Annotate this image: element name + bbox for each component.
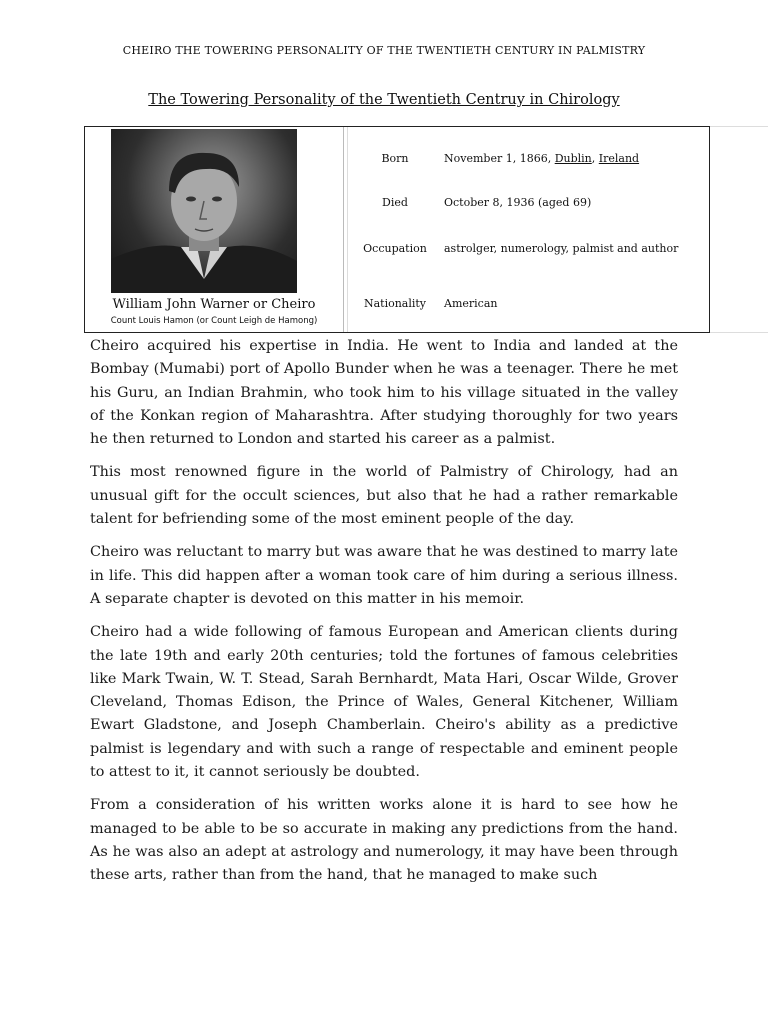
paragraph-2: This most renowned figure in the world of Palmistry of Chirology, had an unusual gift for the occult sciences, but also that he had a rather remarkable talent for befriending some of the most eminent people of the day.	[90, 464, 678, 528]
info-value-died: October 8, 1936 (aged 69)	[444, 196, 592, 209]
infobox	[84, 126, 710, 333]
running-header: CHEIRO THE TOWERING PERSONALITY OF THE TWENTIETH CENTURY IN PALMISTRY	[122, 44, 646, 57]
infobox-divider	[343, 127, 344, 332]
portrait-caption-name	[85, 297, 343, 312]
portrait-drawing	[111, 129, 297, 293]
info-label-nationality: Nationality	[363, 297, 427, 310]
document-title: The Towering Personality of the Twentieth Centruy in Chirology	[148, 92, 620, 108]
caption-name-alias: Cheiro	[271, 297, 316, 312]
info-label-died: Died	[382, 196, 408, 209]
paragraph-5: From a consideration of his written works alone it is hard to see how he managed to be able to be so accurate in making any predictions from the hand. As he was also an adept at astrology and numerology, it may have been through these arts, rather than from the hand, that he managed to make such	[90, 797, 678, 884]
info-value-occupation: astrolger, numerology, palmist and author	[444, 242, 679, 255]
info-value-nationality: American	[444, 297, 498, 310]
paragraph-4: Cheiro had a wide following of famous European and American clients during the late 19th and early 20th centuries; told the fortunes of famous celebrities like Mark Twain, W. T. Stead, Sarah Bernhardt, Mata Hari, Oscar Wilde, Grover Cleveland, Thomas Edison, the Prince of Wales, General Kitchener, William Ewart Gladstone, and Joseph Chamberlain. Cheiro's ability as a predictive palmist is legendary and with such a range of respectable and eminent people to attest to it, it cannot seriously be doubted.	[90, 624, 678, 781]
caption-name-or: or	[248, 297, 272, 312]
portrait-photo	[111, 129, 297, 293]
portrait-caption-alias: Count Louis Hamon (or Count Leigh de Hamong)	[110, 316, 318, 326]
infobox-right-edge	[710, 126, 768, 333]
born-separator: ,	[591, 152, 599, 165]
paragraph-3: Cheiro was reluctant to marry but was aware that he was destined to marry late in life. This did happen after a woman took care of him during a serious illness. A separate chapter is devoted on this matter in his memoir.	[90, 544, 678, 607]
born-date: November 1, 1866,	[444, 152, 555, 165]
link-ireland[interactable]: Ireland	[598, 152, 640, 165]
info-label-occupation: Occupation	[363, 242, 427, 255]
paragraph-1: Cheiro acquired his expertise in India. He went to India and landed at the Bombay (Mumabi) port of Apollo Bunder when he was a teenager. There he met his Guru, an Indian Brahmin, who took him to his village situated in the valley of the Konkan region of Maharashtra. After studying thoroughly for two years he then returned to London and started his career as a palmist.	[90, 338, 678, 448]
link-dublin[interactable]: Dublin	[554, 152, 592, 165]
info-label-born: Born	[381, 152, 409, 165]
info-value-born	[444, 152, 706, 165]
caption-name-prefix: William John Warner	[112, 297, 249, 312]
body-text	[90, 335, 678, 898]
